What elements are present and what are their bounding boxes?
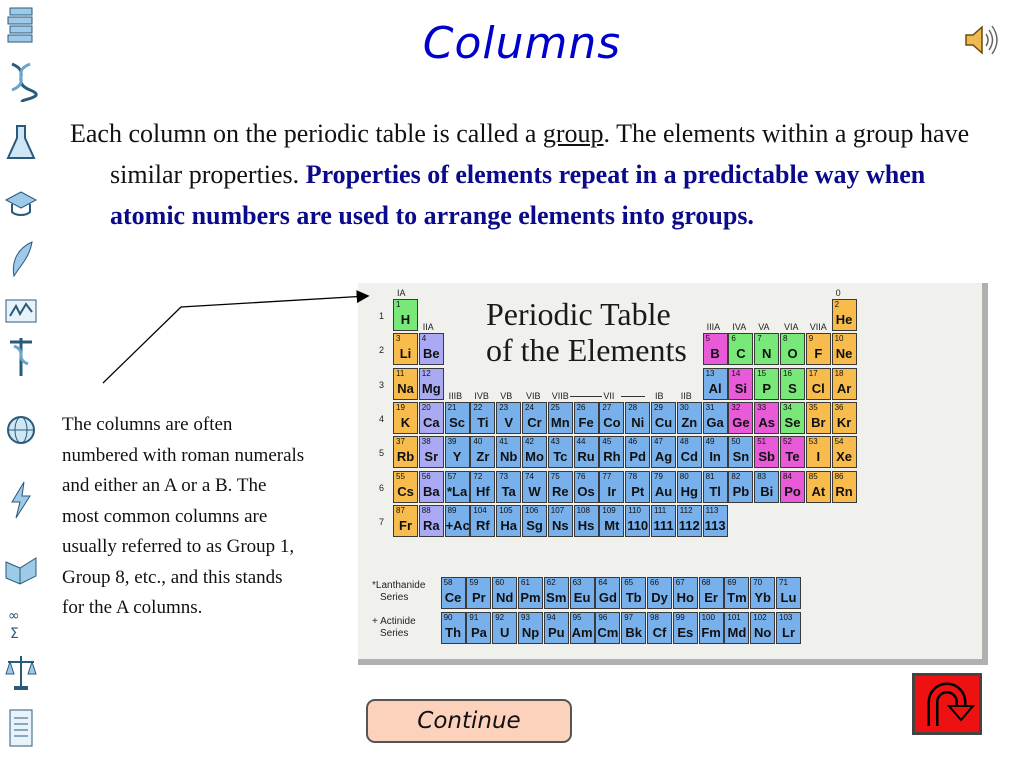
element-symbol: Ha [500, 517, 517, 533]
return-button[interactable] [912, 673, 982, 735]
element-symbol: 113 [704, 517, 726, 533]
atomic-number: 37 [396, 437, 405, 447]
group-label: IIIB [448, 390, 463, 401]
atomic-number: 95 [572, 613, 582, 622]
element-symbol: Es [677, 625, 694, 640]
element-symbol: Sc [449, 414, 466, 430]
atomic-number: 53 [808, 437, 818, 447]
element-symbol: Mt [604, 517, 620, 533]
atomic-number: 77 [602, 471, 612, 481]
atomic-number: 44 [576, 437, 586, 447]
element-symbol: Os [577, 483, 595, 499]
atomic-number: 26 [576, 402, 586, 412]
atomic-number: 84 [783, 471, 792, 481]
element-symbol: Ge [732, 414, 750, 430]
atomic-number: 106 [525, 505, 539, 515]
group-label: VIB [526, 390, 541, 401]
element-symbol: No [754, 625, 772, 640]
atomic-number: 82 [731, 471, 741, 481]
element-symbol: Tb [625, 590, 642, 605]
element-symbol: Br [811, 414, 826, 430]
element-symbol: Bk [625, 625, 642, 640]
atomic-number: 46 [628, 437, 638, 447]
atomic-number: 78 [628, 471, 638, 481]
atomic-number: 69 [727, 578, 737, 587]
element-symbol: Mn [550, 414, 570, 430]
atomic-number: 35 [808, 402, 818, 412]
atomic-number: 40 [473, 437, 483, 447]
atomic-number: 102 [753, 613, 767, 622]
atomic-number: 58 [443, 578, 453, 587]
group-label: IIB [680, 390, 692, 401]
period-number: 3 [379, 379, 385, 390]
atomic-number: 65 [624, 578, 634, 587]
atomic-number: 90 [443, 613, 453, 622]
atomic-number: 20 [421, 402, 431, 412]
atomic-number: 103 [779, 613, 793, 622]
atomic-number: 55 [396, 471, 405, 481]
element-symbol: +Ac [445, 517, 470, 533]
element-symbol: Ns [551, 517, 569, 533]
element-symbol: Bi [760, 483, 774, 499]
element-symbol: Co [603, 414, 621, 430]
period-number: 6 [379, 482, 385, 493]
period-number: 2 [379, 345, 385, 356]
element-symbol: Md [727, 625, 747, 640]
element-symbol: Na [397, 380, 414, 396]
element-symbol: P [762, 380, 772, 396]
atomic-number: 4 [421, 334, 427, 344]
atomic-number: 15 [757, 368, 767, 378]
element-symbol: Th [445, 625, 462, 640]
atomic-number: 72 [473, 471, 483, 481]
element-symbol: Rn [835, 483, 853, 499]
element-symbol: Au [654, 483, 673, 499]
atomic-number: 71 [779, 578, 788, 587]
atomic-number: 81 [705, 471, 715, 481]
atomic-number: 59 [469, 578, 479, 587]
period-number: 4 [379, 413, 385, 424]
svg-text:Σ: Σ [10, 626, 19, 642]
atomic-number: 54 [834, 437, 844, 447]
element-symbol: Dy [651, 590, 668, 605]
group-label: VA [758, 322, 770, 333]
group-term: group [542, 119, 604, 148]
element-symbol: In [709, 449, 721, 465]
element-symbol: Sm [546, 590, 567, 605]
element-symbol: Ar [836, 380, 852, 396]
atomic-number: 33 [757, 402, 767, 412]
atomic-number: 92 [495, 613, 505, 622]
element-symbol: Mo [525, 449, 544, 465]
element-symbol: C [736, 346, 746, 362]
element-symbol: Gd [598, 590, 617, 605]
atomic-number: 39 [447, 437, 457, 447]
element-symbol: Cf [652, 625, 667, 640]
element-symbol: Re [551, 483, 569, 499]
atomic-number: 18 [834, 368, 844, 378]
atomic-number: 5 [705, 334, 711, 344]
atomic-number: 34 [783, 402, 792, 412]
group-label: IVA [732, 322, 747, 333]
atomic-number: 107 [550, 505, 565, 515]
atomic-number: 100 [701, 613, 715, 622]
element-symbol: Se [784, 414, 801, 430]
element-symbol: Tl [709, 483, 721, 499]
atomic-number: 11 [396, 368, 405, 378]
periodic-table-title-line2: of the Elements [486, 332, 687, 368]
element-symbol: Hg [680, 483, 698, 499]
actinide-label-line2: Series [380, 628, 409, 639]
atomic-number: 41 [499, 437, 509, 447]
group-label: IA [397, 288, 406, 298]
atomic-number: 3 [396, 334, 401, 344]
lanthanide-label-line2: Series [380, 592, 409, 603]
atomic-number: 112 [679, 505, 693, 515]
atomic-number: 51 [757, 437, 767, 447]
group-label: VII [603, 390, 615, 401]
atomic-number: 80 [679, 471, 689, 481]
element-symbol: Cm [597, 625, 619, 640]
element-symbol: Rb [396, 449, 415, 465]
atomic-number: 1 [396, 300, 401, 309]
element-symbol: Pu [547, 625, 565, 640]
element-symbol: Pt [631, 483, 645, 499]
atomic-number: 109 [602, 505, 616, 515]
atomic-number: 49 [705, 437, 715, 447]
element-symbol: Rh [603, 449, 621, 465]
atomic-number: 91 [469, 613, 479, 622]
atomic-number: 22 [473, 402, 483, 412]
atomic-number: 24 [525, 402, 534, 412]
group-label: IVB [474, 390, 489, 401]
atomic-number: 64 [598, 578, 608, 587]
element-symbol: Pa [470, 625, 487, 640]
atomic-number: 57 [447, 471, 457, 481]
element-symbol: Ce [444, 590, 462, 605]
element-symbol: Ta [501, 483, 516, 499]
element-symbol: H [400, 312, 411, 327]
intro-text: Each column on the periodic table is called a [70, 119, 543, 148]
element-symbol: Pm [520, 590, 541, 605]
atomic-number: 56 [421, 471, 431, 481]
element-symbol: Be [422, 346, 440, 362]
atomic-number: 98 [650, 613, 659, 622]
atomic-number: 73 [499, 471, 509, 481]
element-symbol: Ne [835, 346, 853, 362]
element-symbol: Ga [706, 414, 724, 430]
element-symbol: Pr [472, 590, 486, 605]
intro-rest-text: . The elements within a group have similar properties. [110, 119, 970, 189]
element-symbol: Po [784, 483, 801, 499]
atomic-number: 63 [572, 578, 582, 587]
element-symbol: Kr [836, 414, 852, 430]
atomic-number: 96 [598, 613, 608, 622]
element-symbol: Yb [754, 590, 771, 605]
element-symbol: Hs [577, 517, 595, 533]
atomic-number: 38 [421, 437, 431, 447]
atomic-number: 60 [495, 578, 505, 587]
element-symbol: Ho [676, 590, 694, 605]
element-symbol: *La [446, 483, 468, 499]
atomic-number: 23 [499, 402, 509, 412]
element-symbol: Sg [526, 517, 543, 533]
atomic-number: 85 [808, 471, 818, 481]
atomic-number: 48 [679, 437, 689, 447]
element-symbol: Rf [476, 517, 490, 533]
atomic-number: 101 [727, 613, 741, 622]
element-symbol: Mg [421, 380, 441, 396]
lanthanide-label-line1: *Lanthanide [372, 580, 426, 591]
element-symbol: Tc [553, 449, 568, 465]
element-symbol: Al [708, 380, 722, 396]
element-symbol: He [835, 312, 853, 327]
element-symbol: Pb [732, 483, 750, 499]
atomic-number: 29 [654, 402, 663, 412]
atomic-number: 19 [396, 402, 405, 412]
u-turn-arrow-icon [915, 676, 979, 732]
element-symbol: Ir [607, 483, 617, 499]
element-symbol: 112 [678, 517, 700, 533]
period-number: 1 [379, 311, 385, 321]
element-symbol: Cu [654, 414, 673, 430]
element-symbol: O [787, 346, 798, 362]
atomic-number: 68 [701, 578, 711, 587]
atomic-number: 42 [525, 437, 534, 447]
atomic-number: 25 [550, 402, 560, 412]
element-symbol: 111 [653, 517, 674, 533]
slide-title: Columns [422, 18, 622, 69]
actinide-label-line1: + Actinide [372, 616, 416, 627]
continue-button[interactable]: Continue [366, 699, 572, 743]
element-symbol: Ru [577, 449, 595, 465]
element-symbol: N [761, 346, 772, 362]
atomic-number: 61 [521, 578, 530, 587]
period-number: 7 [379, 516, 385, 527]
element-symbol: Np [521, 625, 540, 640]
svg-text:∞: ∞ [8, 608, 20, 624]
atomic-number: 104 [473, 505, 487, 515]
element-symbol: Ca [422, 414, 440, 430]
element-symbol: F [814, 346, 823, 362]
atomic-number: 105 [499, 505, 513, 515]
group-label: IIA [422, 322, 434, 333]
element-symbol: Lu [780, 590, 797, 605]
group-label: IB [655, 390, 664, 401]
element-symbol: K [400, 414, 411, 430]
element-symbol: Lr [782, 625, 795, 640]
element-symbol: Ag [654, 449, 673, 465]
element-symbol: Te [785, 449, 800, 465]
atomic-number: 66 [650, 578, 659, 587]
atomic-number: 6 [731, 334, 736, 344]
atomic-number: 10 [834, 334, 844, 344]
atomic-number: 67 [675, 578, 685, 587]
element-symbol: Zn [681, 414, 698, 430]
element-symbol: Nb [500, 449, 518, 465]
atomic-number: 12 [421, 368, 431, 378]
atomic-number: 13 [705, 368, 715, 378]
element-symbol: Ni [631, 414, 645, 430]
element-symbol: B [710, 346, 720, 362]
element-symbol: Si [734, 380, 748, 396]
atomic-number: 97 [624, 613, 634, 622]
atomic-number: 47 [654, 437, 663, 447]
atomic-number: 17 [808, 368, 818, 378]
element-symbol: Y [452, 449, 462, 465]
atomic-number: 89 [447, 505, 457, 515]
element-symbol: Ba [422, 483, 440, 499]
atomic-number: 36 [834, 402, 844, 412]
atomic-number: 9 [808, 334, 814, 344]
atomic-number: 43 [550, 437, 560, 447]
atomic-number: 2 [834, 300, 840, 309]
atomic-number: 74 [525, 471, 534, 481]
element-symbol: Sb [758, 449, 775, 465]
atomic-number: 30 [679, 402, 689, 412]
element-symbol: Ti [477, 414, 489, 430]
element-symbol: Li [399, 346, 412, 362]
element-symbol: Sr [424, 449, 439, 465]
atomic-number: 99 [675, 613, 685, 622]
atomic-number: 8 [783, 334, 788, 344]
period-number: 5 [379, 448, 385, 459]
atomic-number: 93 [521, 613, 530, 622]
atomic-number: 45 [602, 437, 612, 447]
atomic-number: 31 [705, 402, 715, 412]
atomic-number: 83 [757, 471, 767, 481]
element-symbol: As [758, 414, 775, 430]
atomic-number: 14 [731, 368, 741, 378]
atomic-number: 32 [731, 402, 741, 412]
atomic-number: 108 [576, 505, 590, 515]
atomic-number: 27 [602, 402, 612, 412]
element-symbol: Er [704, 590, 718, 605]
atomic-number: 110 [628, 505, 641, 515]
element-symbol: Hf [476, 483, 490, 499]
atomic-number: 75 [550, 471, 560, 481]
element-symbol: Tm [727, 590, 747, 605]
atomic-number: 87 [396, 505, 405, 515]
atomic-number: 70 [753, 578, 763, 587]
element-symbol: Fm [701, 625, 721, 640]
atomic-number: 79 [654, 471, 663, 481]
group-label: 0 [835, 288, 841, 298]
element-symbol: W [528, 483, 541, 499]
element-symbol: Zr [476, 449, 490, 465]
element-symbol: Nd [496, 590, 514, 605]
group-label: VIIB [551, 390, 569, 401]
atomic-number: 62 [546, 578, 556, 587]
element-symbol: S [788, 380, 797, 396]
element-symbol: Fr [399, 517, 412, 533]
element-symbol: Cr [527, 414, 542, 430]
element-symbol: Am [571, 625, 593, 640]
atomic-number: 94 [546, 613, 556, 622]
atomic-number: 16 [783, 368, 792, 378]
element-symbol: Cl [811, 380, 825, 396]
element-symbol: Fe [578, 414, 594, 430]
element-symbol: Eu [573, 590, 591, 605]
periodic-table-title-line1: Periodic Table [486, 296, 671, 332]
atomic-number: 21 [447, 402, 457, 412]
group-label: VIIA [809, 322, 827, 333]
caption-text: The columns are often numbered with roman numerals and either an A or a B. The most common columns are usually referred to as Group 1, Group 8, etc., and this stands for the A columns. [62, 414, 305, 618]
element-symbol: I [816, 449, 821, 465]
element-symbol: V [504, 414, 514, 430]
atomic-number: 76 [576, 471, 586, 481]
atomic-number: 86 [834, 471, 844, 481]
atomic-number: 28 [628, 402, 638, 412]
element-symbol: At [811, 483, 826, 499]
atomic-number: 111 [654, 505, 667, 515]
element-symbol: Sn [732, 449, 750, 465]
element-symbol: Cd [680, 449, 698, 465]
emphasis-text: Properties of elements repeat in a predictable way when atomic numbers are used to arrange elements into groups. [110, 160, 926, 230]
element-symbol: Cs [397, 483, 414, 499]
group-label: VIA [784, 322, 799, 333]
atomic-number: 50 [731, 437, 741, 447]
element-symbol: Xe [836, 449, 853, 465]
atomic-number: 113 [705, 505, 719, 515]
element-symbol: Pd [629, 449, 646, 465]
group-label: VB [500, 390, 513, 401]
atomic-number: 88 [421, 505, 431, 515]
element-symbol: Ra [422, 517, 440, 533]
group-label: IIIA [706, 322, 721, 333]
atomic-number: 7 [757, 334, 762, 344]
element-symbol: 110 [627, 517, 649, 533]
atomic-number: 52 [783, 437, 792, 447]
element-symbol: U [499, 625, 510, 640]
